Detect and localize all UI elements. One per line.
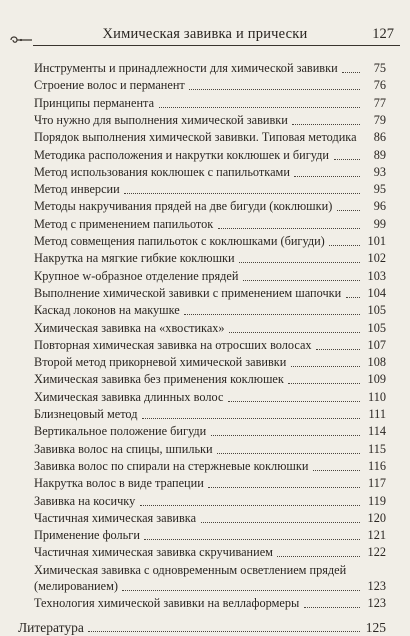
toc-entry <box>34 527 386 544</box>
toc-entry-title: Химическая завивка без применения коклюшек <box>34 372 284 387</box>
toc-entry-page: 77 <box>373 95 386 110</box>
toc-entry-title: Химическая завивка длинных волос <box>34 389 224 404</box>
toc-entry <box>34 216 386 233</box>
toc-leader-dots <box>277 556 360 557</box>
toc-entry-page: 121 <box>367 528 386 543</box>
toc-entry-page: 76 <box>373 78 386 93</box>
toc-entry-page: 119 <box>368 493 386 508</box>
toc-entry <box>34 544 386 561</box>
toc-entry <box>34 510 386 527</box>
toc-entry-page: 125 <box>365 619 386 635</box>
toc-leader-dots <box>228 401 360 402</box>
toc-leader-dots <box>337 210 360 211</box>
toc-leader-dots <box>292 124 360 125</box>
toc-entry-page: 75 <box>373 61 386 75</box>
toc-leader-dots <box>334 159 360 160</box>
toc-entry-title: Методика расположения и накрутки коклюшек и бигуди <box>34 147 330 162</box>
toc-entry-page: 99 <box>373 216 386 231</box>
toc-entry <box>34 95 386 112</box>
toc-entry-page: 79 <box>373 112 386 127</box>
toc-entry <box>34 181 386 198</box>
toc-entry-page: 103 <box>367 268 386 283</box>
toc-entry-title: Накрутка волос в виде трапеции <box>34 476 204 491</box>
toc-entry <box>34 475 386 492</box>
toc-entry-page: 111 <box>368 407 386 421</box>
toc-entry-page: 86 <box>373 130 386 145</box>
toc-entry-title: Метод использования коклюшек с папильотками <box>34 164 290 179</box>
toc-entry <box>34 320 386 337</box>
toc-entry-title: Повторная химическая завивка на отросших волосах <box>34 337 312 352</box>
toc-entry-title: Выполнение химической завивки с применением шапочки <box>34 285 342 300</box>
toc-entry-page: 109 <box>367 372 386 387</box>
toc-entry-title: Литература <box>18 619 84 635</box>
toc-entry-title: Принципы перманента <box>34 95 155 110</box>
toc-entry-literature <box>18 619 386 636</box>
toc-entry <box>34 389 386 406</box>
toc-entry <box>34 233 386 250</box>
toc-leader-dots <box>229 332 360 333</box>
toc-leader-dots <box>142 418 360 419</box>
toc-entry-page: 101 <box>367 234 386 248</box>
toc-entry-page: 105 <box>367 320 386 335</box>
toc-entry-title: Накрутка на мягкие гибкие коклюшки <box>34 251 235 266</box>
toc-entry-page: 116 <box>368 458 386 473</box>
toc-entry-title: Химическая завивка на «хвостиках» <box>34 320 225 335</box>
toc-entry <box>34 595 386 612</box>
toc-entry-title: Методы накручивания прядей на две бигуди (коклюшки) <box>34 199 333 214</box>
toc-entry <box>34 371 386 388</box>
toc-entry <box>34 164 386 181</box>
toc-entry-title: Близнецовый метод <box>34 407 138 421</box>
running-title: Химическая завивка и прически <box>102 26 308 42</box>
toc-entry-title: Метод инверсии <box>34 182 120 197</box>
toc-entry-title: Частичная химическая завивка скручиванием <box>34 545 273 560</box>
toc-entry-page: 120 <box>367 510 386 525</box>
toc-entry-title: Вертикальное положение бигуди <box>34 424 207 439</box>
toc-entry <box>34 337 386 354</box>
toc-entry <box>34 441 386 458</box>
toc-entry <box>34 268 386 285</box>
toc-entry-title: Завивка волос по спирали на стержневые коклюшки <box>34 458 309 473</box>
toc-entry <box>34 112 386 129</box>
toc-leader-dots <box>159 107 360 108</box>
toc-entry <box>34 302 386 319</box>
toc-entry-title: Частичная химическая завивка <box>34 510 197 525</box>
toc-entry-page: 114 <box>368 424 386 439</box>
toc-leader-dots <box>217 453 360 454</box>
toc-entry <box>34 562 386 593</box>
toc-entry-page: 123 <box>367 578 386 593</box>
toc-leader-dots <box>243 280 360 281</box>
toc-entry-title: Применение фольги <box>34 528 140 543</box>
toc-entry-title: Метод совмещения папильоток с коклюшками (бигуди) <box>34 234 325 248</box>
toc-leader-dots <box>288 383 360 384</box>
toc-entry-page: 96 <box>373 199 386 214</box>
toc-entry <box>34 129 386 146</box>
toc-leader-dots <box>144 539 360 540</box>
toc-entry-title: Порядок выполнения химической завивки. Типовая методика <box>34 130 357 145</box>
toc-entry-page: 122 <box>367 545 386 560</box>
toc-entry-page: 105 <box>367 303 386 318</box>
toc-leader-dots <box>316 349 360 350</box>
page-header <box>0 0 410 48</box>
toc-entry-title: Технология химической завивки на веллаформеры <box>34 596 300 611</box>
toc-leader-dots <box>124 193 360 194</box>
toc-leader-dots <box>140 505 360 506</box>
toc-entry-page: 108 <box>367 355 386 370</box>
toc-entry-page: 104 <box>367 285 386 300</box>
toc-entry <box>34 458 386 475</box>
toc-leader-dots <box>329 245 360 246</box>
toc-entry <box>34 147 386 164</box>
toc-entry <box>34 60 386 77</box>
toc-entry-page: 110 <box>368 389 386 404</box>
toc-leader-dots <box>122 590 360 591</box>
toc-entry <box>34 493 386 510</box>
toc-entry-page: 107 <box>367 337 386 352</box>
toc-entry-title: Что нужно для выполнения химической завивки <box>34 112 288 127</box>
toc-entry <box>34 423 386 440</box>
toc-entry-page: 93 <box>373 164 386 179</box>
toc-entry-title: Завивка волос на спицы, шпильки <box>34 441 213 456</box>
toc-entry <box>34 354 386 371</box>
header-rule <box>33 45 400 46</box>
toc-entry-page: 95 <box>373 182 386 197</box>
toc-leader-dots <box>201 522 360 523</box>
toc-leader-dots <box>189 89 360 90</box>
toc-leader-dots <box>208 487 360 488</box>
toc-entry-title: Крупное w-образное отделение прядей <box>34 268 239 283</box>
toc-entry-page: 89 <box>373 147 386 162</box>
toc-leader-dots <box>291 366 360 367</box>
toc-leader-dots <box>313 470 360 471</box>
toc-leader-dots <box>88 631 360 632</box>
toc-entry-title: Метод с применением папильоток <box>34 216 214 231</box>
toc-entry <box>34 198 386 215</box>
toc-entry <box>34 406 386 423</box>
page-number: 127 <box>372 26 394 42</box>
toc-entry <box>34 250 386 267</box>
toc-leader-dots <box>304 607 360 608</box>
toc-leader-dots <box>218 228 360 229</box>
toc-entry-page: 115 <box>368 441 386 456</box>
toc-leader-dots <box>184 314 360 315</box>
toc-entry <box>34 285 386 302</box>
toc-entry-title: Химическая завивка с одновременным осветлением прядей <box>34 562 347 577</box>
toc-leader-dots <box>342 72 360 73</box>
toc-leader-dots <box>239 262 360 263</box>
toc-leader-dots <box>294 176 360 177</box>
toc-entry <box>34 77 386 94</box>
toc-entry-title: Строение волос и перманент <box>34 78 185 93</box>
toc-entry-title: Инструменты и принадлежности для химической завивки <box>34 61 338 75</box>
toc-entry-title: Каскад локонов на макушке <box>34 303 180 318</box>
toc-entry-page: 102 <box>367 251 386 266</box>
toc-entry-page: 117 <box>368 476 386 491</box>
toc-entry-title-continued: (мелированием) <box>34 578 118 593</box>
toc-leader-dots <box>211 435 360 436</box>
toc-leader-dots <box>346 297 360 298</box>
toc-entry-title: Завивка на косичку <box>34 493 136 508</box>
toc-entry-title: Второй метод прикорневой химической завивки <box>34 355 287 370</box>
toc-entry-page: 123 <box>367 596 386 611</box>
